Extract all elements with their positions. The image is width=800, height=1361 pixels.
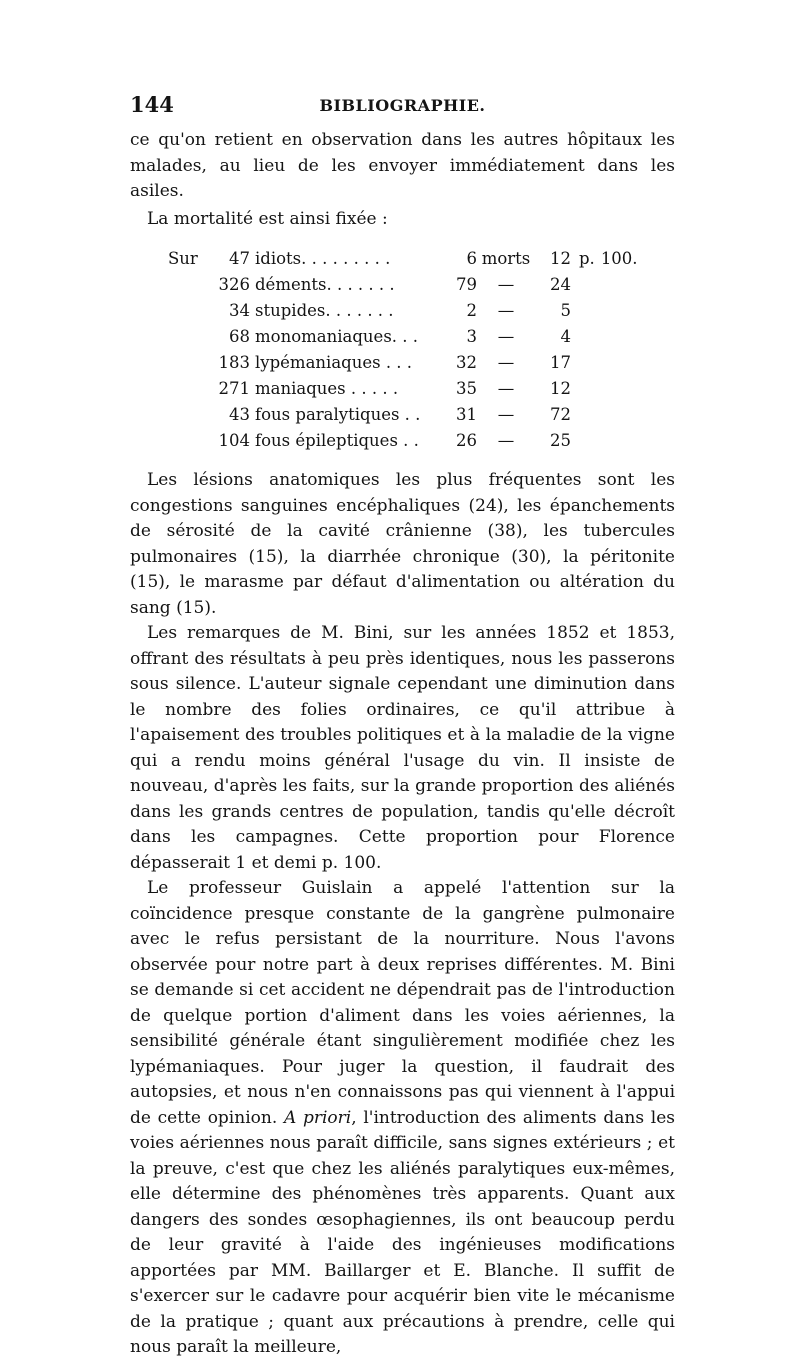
row-deaths: 3: [466, 327, 477, 346]
row-prefix: [168, 350, 198, 376]
row-percent: 25: [550, 431, 571, 450]
row-prefix: Sur: [168, 249, 198, 268]
table-row: [168, 428, 638, 454]
row-label: fous épileptiques . .: [255, 431, 419, 450]
row-percent: 12: [550, 249, 571, 268]
paragraph-bini-remarks: Les remarques de M. Bini, sur les années 1852 et 1853, offrant des résultats à peu près identiques, nous les passerons sous silence. L'auteur signale cependant une diminution dans le nombre des folies ordinaires, ce qu'il attribue à l'apaisement des troubles politiques et à la maladie de la vigne qui a rendu moins général l'usage du vin. Il insiste de nouveau, d'après les faits, sur la grande proportion des aliénés dans les grands centres de population, tandis qu'elle décroît dans les campagnes. Cette proportion pour Florence dépasserait 1 et demi p. 100.: [130, 623, 675, 873]
row-hundred: [595, 428, 638, 454]
row-deaths: 31: [456, 405, 477, 424]
row-prefix: [168, 402, 198, 428]
row-hundred: [595, 350, 638, 376]
italic-apriori: A priori: [283, 1107, 352, 1128]
text-after-italic: , l'introduction des aliments dans les voies aériennes nous paraît difficile, sans signes extérieurs ; et la preuve, c'est que chez les aliénés paralytiques eux-mêmes, elle détermine des phénomènes très apparents. Quant aux dangers des sondes œsophagiennes, ils ont beaucoup perdu de leur gravité à l'aide des ingénieuses modifications apportées par MM. Baillarger et E. Blanche. Il suffit de s'exercer sur le cadavre pour acquérir bien vite le mécanisme de la pratique ; quant aux précautions à prendre, celle qui nous paraît la meilleure,: [130, 1107, 675, 1357]
row-count: 43: [229, 405, 250, 424]
row-hundred: [595, 298, 638, 324]
paragraph-lesions: Les lésions anatomiques les plus fréquentes sont les congestions sanguines encéphaliques (24), les épanchements de sérosité de la cavité crânienne (38), les tubercules pulmonaires (15), la diarrhée chronique (30), la péritonite (15), le marasme par défaut d'alimentation ou altération du sang (15).: [130, 470, 675, 618]
row-prefix: [168, 298, 198, 324]
row-deaths-word: —: [497, 327, 515, 346]
row-per: [571, 350, 595, 376]
row-prefix: [168, 376, 198, 402]
row-per: [571, 376, 595, 402]
row-count: 68: [229, 327, 250, 346]
row-count: 47: [229, 249, 250, 268]
row-per: [571, 298, 595, 324]
row-deaths-word: —: [497, 353, 515, 372]
paragraph-guislain: [130, 876, 675, 1361]
row-label: déments. . . . . . .: [255, 275, 395, 294]
row-label: fous paralytiques . .: [255, 405, 421, 424]
row-count: 271: [218, 379, 250, 398]
row-percent: 5: [560, 301, 571, 320]
row-hundred: [595, 376, 638, 402]
row-label: stupides. . . . . . .: [255, 301, 394, 320]
row-deaths: 32: [456, 353, 477, 372]
row-deaths: 79: [456, 275, 477, 294]
row-deaths-word: morts: [481, 249, 531, 268]
table-row: [168, 376, 638, 402]
row-deaths: 35: [456, 379, 477, 398]
row-prefix: [168, 428, 198, 454]
row-percent: 12: [550, 379, 571, 398]
mortality-lead: La mortalité est ainsi fixée :: [147, 208, 388, 229]
table-row: [168, 298, 638, 324]
row-deaths-word: —: [497, 405, 515, 424]
row-deaths: 6: [466, 249, 477, 268]
row-label: lypémaniaques . . .: [255, 353, 413, 372]
table-row: [168, 246, 638, 272]
row-per: [571, 272, 595, 298]
row-percent: 4: [560, 327, 571, 346]
intro-paragraph: ce qu'on retient en observation dans les autres hôpitaux les malades, au lieu de les envoyer immédiatement dans les asiles.: [130, 130, 675, 201]
table-row: [168, 350, 638, 376]
row-label: maniaques . . . . .: [255, 379, 399, 398]
row-percent: 24: [550, 275, 571, 294]
book-page: [130, 92, 675, 1361]
row-deaths-word: —: [497, 275, 515, 294]
row-label: monomaniaques. . .: [255, 327, 419, 346]
table-row: [168, 272, 638, 298]
row-hundred: 100.: [600, 249, 638, 268]
row-percent: 17: [550, 353, 571, 372]
row-hundred: [595, 324, 638, 350]
row-count: 34: [229, 301, 250, 320]
row-label: idiots. . . . . . . . .: [255, 249, 391, 268]
row-hundred: [595, 272, 638, 298]
table-row: [168, 402, 638, 428]
row-deaths-word: —: [497, 431, 515, 450]
row-deaths-word: —: [497, 379, 515, 398]
row-per: [571, 428, 595, 454]
row-prefix: [168, 272, 198, 298]
row-deaths: 26: [456, 431, 477, 450]
row-per: [571, 402, 595, 428]
page-number: 144: [130, 92, 174, 117]
page-header: [130, 92, 675, 122]
table-row: [168, 324, 638, 350]
row-count: 104: [218, 431, 250, 450]
running-head: BIBLIOGRAPHIE.: [319, 96, 486, 115]
row-per: p.: [579, 249, 595, 268]
row-count: 326: [218, 275, 250, 294]
body-text: [130, 468, 675, 1361]
row-per: [571, 324, 595, 350]
row-percent: 72: [550, 405, 571, 424]
text-before-italic: Le professeur Guislain a appelé l'attention sur la coïncidence presque constante de la gangrène pulmonaire avec le refus persistant de la nourriture. Nous l'avons observée pour notre part à deux reprises différentes. M. Bini se demande si cet accident ne dépendrait pas de l'introduction de quelque portion d'aliment dans les voies aériennes, la sensibilité générale étant singulièrement modifiée chez les lypémaniaques. Pour juger la question, il faudrait des autopsies, et nous n'en connaissons pas qui viennent à l'appui de cette opinion.: [130, 878, 675, 1128]
row-prefix: [168, 324, 198, 350]
row-count: 183: [218, 353, 250, 372]
row-deaths: 2: [466, 301, 477, 320]
row-hundred: [595, 402, 638, 428]
row-deaths-word: —: [497, 301, 515, 320]
mortality-table: [168, 246, 638, 454]
